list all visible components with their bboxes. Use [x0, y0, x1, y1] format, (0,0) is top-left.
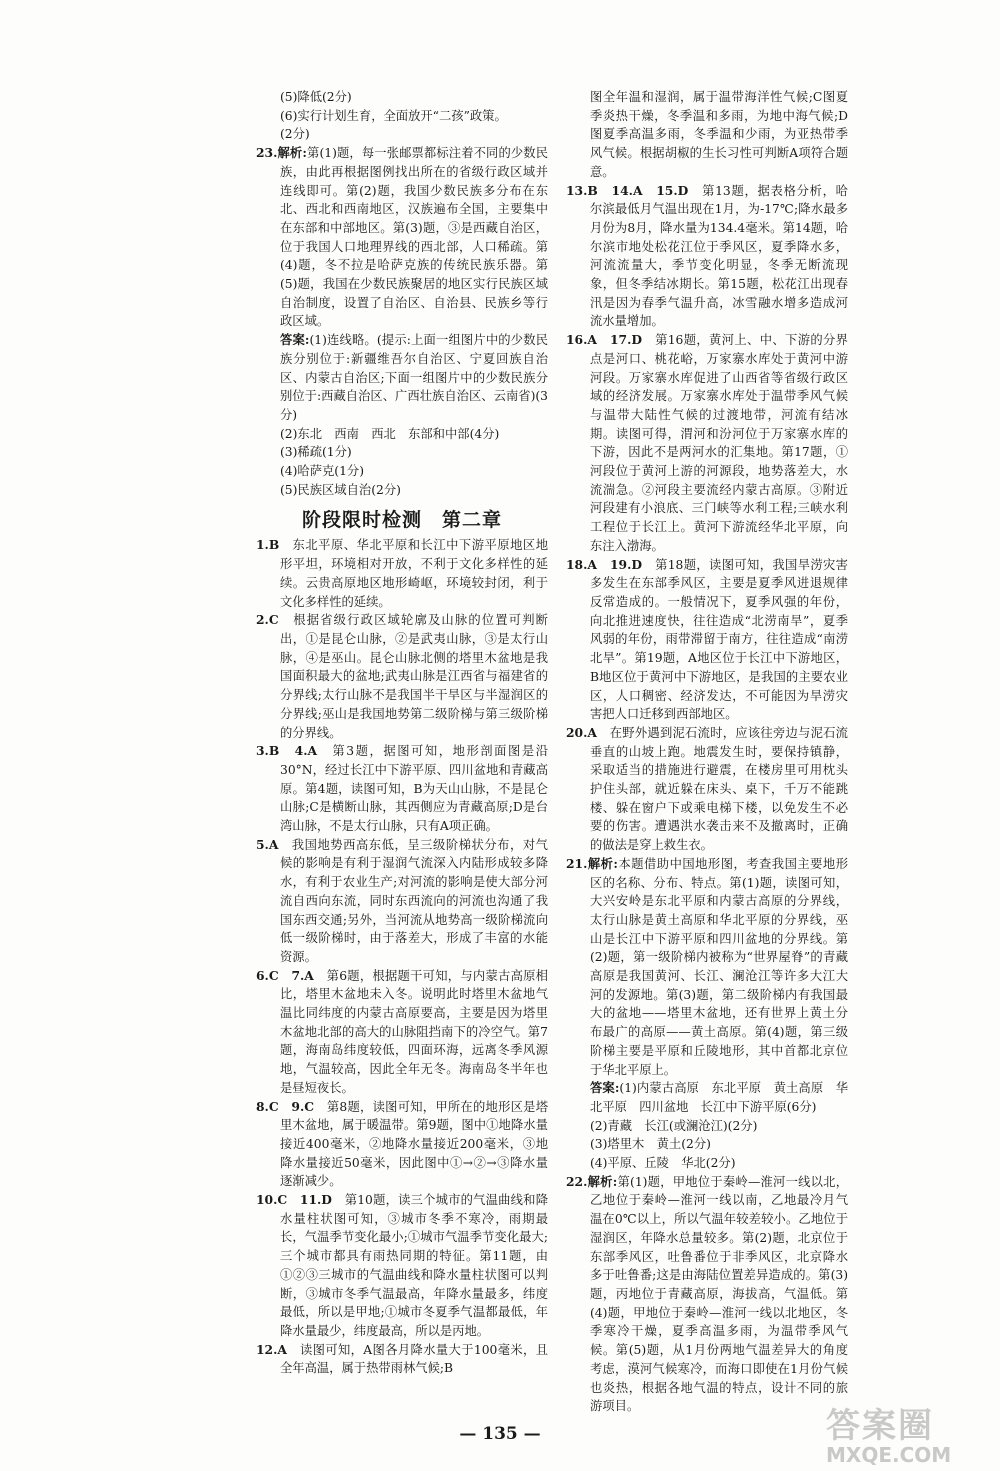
answer-item-8-9: 8.C 9.C 第8题，读图可知，甲所在的地形区是塔里木盆地，属于暖温带。第9题，图中①地降水量接近400毫米，②地降水量接近200毫米，③地降水量接近50毫米，因此图中①→②→③降水量逐渐减少。 [256, 1098, 549, 1189]
q23-answer-2: (2)东北 西南 西北 东部和中部(4分) [280, 426, 500, 441]
q21-answer-label: 答案: [590, 1080, 620, 1096]
q23-answer-3: (3)稀疏(1分) [280, 445, 352, 460]
answer-item-2: 2.C 根据省级行政区域轮廓及山脉的位置可判断出，①是昆仑山脉，②是武夷山脉，③是太行山脉，④是巫山。昆仑山脉北侧的塔里木盆地是我国面积最大的盆地;武夷山脉是江西省与福建省的分界线;太行山脉不是我国半干旱区与半湿润区的分界线;巫山是我国地势第二级阶梯与第三级阶梯的分界线。 [256, 612, 548, 740]
watermark [826, 1398, 996, 1468]
answer-item-22: 22.解析:第(1)题，甲地位于秦岭—淮河一线以北，乙地位于秦岭—淮河一线以南，乙地最冷月气温在0℃以上，所以气温年较差较小。乙地位于湿润区，年降水总量较多。第(2)题，北京位于东部季风区，吐鲁番位于非季风区，北京降水多于吐鲁番;这是由海陆位置差异造成的。第(3)题，丙地位于青藏高原，海拔高，气温低。第(4)题，甲地位于秦岭—淮河一线以北地区，冬季寒冷干燥，夏季高温多雨，为温带季风气候。第(5)题，从1月份两地气温差异大的角度考虑，漠河气候寒冷，而海口即使在1月份气候也炎热，根据各地气温的特点，设计不同的旅游项目。 [566, 1173, 849, 1414]
page-number: — 135 — [459, 1424, 541, 1444]
right-column [566, 88, 848, 1416]
q21-answer-2: (2)青藏 长江(或澜沧江)(2分) [590, 1118, 758, 1133]
q21-answer-1: 答案:(1)内蒙古高原 东北平原 黄土高原 华北平原 四川盆地 长江中下游平原(6分) [590, 1080, 848, 1114]
left-top-line-2: (6)实行计划生育，全面放开“二孩”政策。 [280, 108, 507, 123]
q23-answer-label: 答案: [280, 332, 310, 348]
q23-answer-1: 答案:(1)连线略。(提示:上面一组图片中的少数民族分别位于:新疆维吾尔自治区、宁夏回族自治区、内蒙古自治区;下面一组图片中的少数民族分别位于:西藏自治区、广西壮族自治区、云南省)(3分) [280, 332, 548, 422]
answer-item-13-15: 13.B 14.A 15.D 第13题，据表格分析，哈尔滨最低月气温出现在1月，为-17℃;降水最多月份为8月，降水量为134.4毫米。第14题，哈尔滨市地处松花江位于季风区，夏季降水多，河流流量大，季节变化明显，冬季无断流现象，但冬季结冰期长。第15题，松花江出现春汛是因为春季气温升高，冰雪融水增多造成河流水量增加。 [566, 182, 848, 329]
q21-answer-4: (4)平原、丘陵 华北(2分) [590, 1156, 736, 1171]
answer-item-1: 1.B 东北平原、华北平原和长江中下游平原地区地形平坦，环境相对开放，不利于文化多样性的延续。云贵高原地区地形崎岖，环境较封闭，利于文化多样性的延续。 [256, 537, 548, 609]
left-top-line-3: (2分) [280, 127, 310, 142]
q23-analysis-text: 第(1)题，每一张邮票都标注着不同的少数民族，由此再根据图例找出所在的省级行政区域并连线即可。第(2)题，我国少数民族多分布在东北、西北和西南地区，汉族遍布全国，主要集中在东部和中部地区。第(3)题，③是西藏自治区，位于我国人口地理界线的西北部，人口稀疏。第(4)题，冬不拉是哈萨克族的传统民族乐器。第(5)题，我国在少数民族聚居的地区实行民族区域自治制度，设置了自治区、自治县、民族乡等行政区域。 [280, 146, 549, 329]
answer-item-18-19: 18.A 19.D 第18题，读图可知，我国旱涝灾害多发生在东部季风区，主要是夏季风进退规律反常造成的。一般情况下，夏季风强的年份，向北推进速度快，往往造成“北涝南旱”，夏季风弱的年份，雨带滞留于南方，往往造成“南涝北旱”。第19题，A地区位于长江中下游地区，B地区位于黄河中下游地区，是我国的主要农业区，人口稠密、经济发达，不可能因为旱涝灾害把人口迁移到西部地区。 [566, 556, 848, 722]
q21-answer-3: (3)塔里木 黄土(2分) [590, 1137, 711, 1152]
answer-item-12: 12.A 读图可知，A图各月降水量大于100毫米，且全年高温，属于热带雨林气候;B [256, 1341, 548, 1376]
answer-item-5: 5.A 我国地势西高东低，呈三级阶梯状分布，对气候的影响是有利于湿润气流深入内陆形成较多降水，有利于农业生产;对河流的影响是使大部分河流自西向东流，同时东西流向的河流也沟通了我国东西交通;另外，当河流从地势高一级阶梯流向低一级阶梯时，由于落差大，形成了丰富的水能资源。 [256, 836, 548, 964]
q23-answer-5: (5)民族区域自治(2分) [280, 482, 401, 497]
watermark-url: MXQE.COM [826, 1443, 952, 1467]
answer-item-20: 20.A 在野外遇到泥石流时，应该往旁边与泥石流垂直的山坡上跑。地震发生时，要保持镇静，采取适当的措施进行避震，在楼房里可用枕头护住头部，就近躲在床头、桌下，千万不能跳楼、躲在窗户下或乘电梯下楼，以免发生不必要的伤害。遭遇洪水袭击来不及撤离时，正确的做法是穿上救生衣。 [566, 724, 848, 853]
answer-item-6-7: 6.C 7.A 第6题，根据题干可知，与内蒙古高原相比，塔里木盆地未入冬。说明此时塔里木盆地气温比同纬度的内蒙古高原要高，主要是因为塔里木盆地北部的高大的山脉阻挡南下的冷空气。第7题，海南岛纬度较低，四面环海，远离冬季风源地，气温较高，因此全年无冬。海南岛冬半年也是昼短夜长。 [256, 967, 548, 1095]
answer-item-10-11: 10.C 11.D 第10题，读三个城市的气温曲线和降水量柱状图可知，③城市冬季不寒冷，雨期最长，气温季节变化最小;①城市气温季节变化最大;三个城市都具有雨热同期的特征。第11题，由①②③三城市的气温曲线和降水量柱状图可以判断，③城市冬季气温最高，年降水量最多，纬度最低，所以是甲地;①城市冬夏季气温都最低，年降水量最少，纬度最高，所以是丙地。 [256, 1192, 548, 1338]
watermark-logo: 答案圈 [826, 1406, 934, 1446]
left-top-line-1: (5)降低(2分) [280, 90, 352, 104]
answer-item-21: 21.解析:本题借助中国地形图，考查我国主要地形区的名称、分布、特点。第(1)题，读图可知，大兴安岭是东北平原和内蒙古高原的分界线，太行山脉是黄土高原和华北平原的分界线，巫山是长江中下游平原和四川盆地的分界线。第(2)题，第一级阶梯内被称为“世界屋脊”的青藏高原是我国黄河、长江、澜沧江等许多大江大河的发源地。第(3)题，第二级阶梯内有我国最大的盆地——塔里木盆地，还有世界上黄土分布最广的高原——黄土高原。第(4)题，第三级阶梯主要是平原和丘陵地形，其中首都北京位于华北平原上。 [566, 855, 848, 1077]
answer-item-12-cont: 图全年温和湿润，属于温带海洋性气候;C图夏季炎热干燥，冬季温和多雨，为地中海气候;D图夏季高温多雨，冬季温和少雨，为亚热带季风气候。根据胡椒的生长习性可判断A项符合题意。 [590, 90, 848, 179]
q23-head: 23.解析: [256, 145, 307, 161]
q23-analysis [256, 144, 548, 331]
section-title: 阶段限时检测 第二章 [301, 509, 502, 532]
left-column [256, 88, 548, 1378]
answer-item-16-17: 16.A 17.D 第16题，黄河上、中、下游的分界点是河口、桃花峪，万家寨水库处于黄河中游河段。万家寨水库促进了山西省等省级行政区域的经济发展。万家寨水库处于温带季风气候与温带大陆性气候的过渡地带，河流有结冰期。读图可得，渭河和汾河位于万家寨水库的下游，因此不是两河水的汇集地。第17题，①河段位于黄河上游的河源段，地势落差大，水流湍急。②河段主要流经内蒙古高原。③附近河段建有小浪底、三门峡等水利工程;三峡水利工程位于长江上。黄河下游流经华北平原，向东注入渤海。 [566, 332, 848, 553]
q23-answer-4: (4)哈萨克(1分) [280, 464, 365, 479]
answer-item-3-4: 3.B 4.A 第3题，据图可知，地形剖面图是沿30°N，经过长江中下游平原、四川盆地和青藏高原。第4题，读图可知，B为天山山脉，不是昆仑山脉;C是横断山脉，其西侧应为青藏高原;D是台湾山脉，不是太行山脉，只有A项正确。 [256, 743, 548, 834]
